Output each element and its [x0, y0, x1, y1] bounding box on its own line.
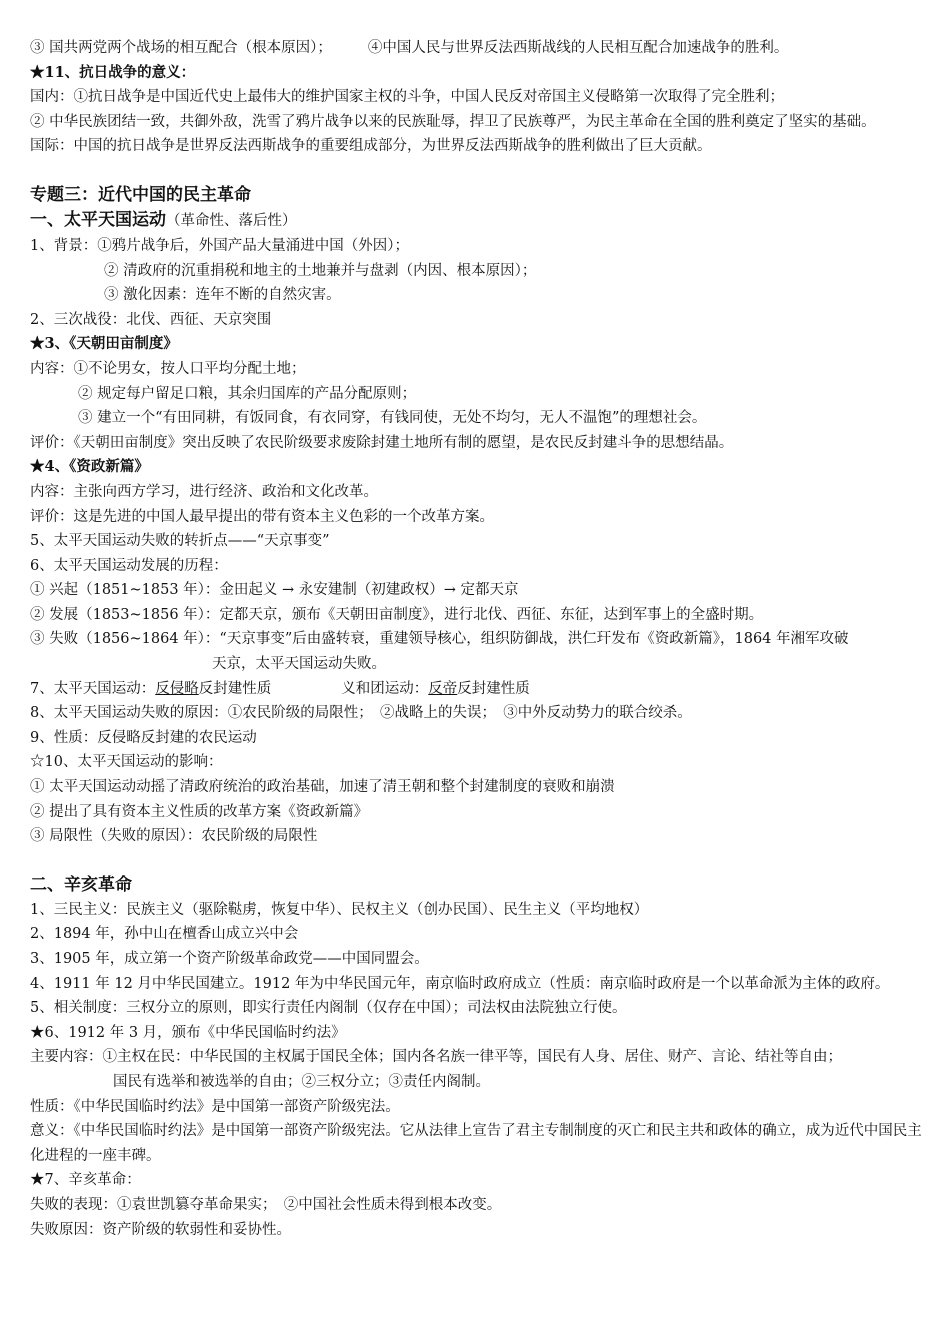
paragraph: ② 规定每户留足口粮，其余归国库的产品分配原则； — [78, 385, 417, 402]
paragraph: ② 提出了具有资本主义性质的改革方案《资政新篇》 — [30, 803, 369, 820]
paragraph: 内容：①不论男女，按人口平均分配土地； — [30, 360, 306, 377]
paragraph: 2、三次战役：北伐、西征、天京突围 — [30, 311, 272, 328]
topic-title: 专题三：近代中国的民主革命 — [30, 184, 251, 205]
paragraph: 评价：《天朝田亩制度》突出反映了农民阶级要求废除封建土地所有制的愿望，是农民反封建斗争的思想结晶。 — [30, 434, 734, 451]
underlined-text: 反帝 — [428, 680, 458, 697]
paragraph: 失败的表现：①袁世凯篡夺革命果实； ②中国社会性质未得到根本改变。 — [30, 1196, 502, 1213]
paragraph: 评价：这是先进的中国人最早提出的带有资本主义色彩的一个改革方案。 — [30, 508, 494, 525]
section-title: 二、辛亥革命 — [30, 874, 132, 895]
text-span: 7、太平天国运动： — [30, 680, 156, 697]
underlined-text: 反侵略 — [155, 680, 199, 697]
section-title — [30, 208, 922, 234]
text-span: 反封建性质 — [457, 680, 530, 697]
section-heading: ★7、辛亥革命： — [30, 1172, 141, 1189]
paragraph: ③ 激化因素：连年不断的自然灾害。 — [104, 287, 341, 304]
paragraph: ☆10、太平天国运动的影响： — [30, 754, 223, 771]
paragraph: 5、相关制度：三权分立的原则，即实行责任内阁制（仅存在中国）；司法权由法院独立行使。 — [30, 1000, 627, 1017]
paragraph: 5、太平天国运动失败的转折点——“天京事变” — [30, 533, 330, 550]
section-note: （革命性、落后性） — [166, 212, 297, 229]
section-heading: ★6、1912 年 3 月，颁布《中华民国临时约法》 — [30, 1024, 346, 1041]
paragraph: ② 发展（1853~1856 年）：定都天京，颁布《天朝田亩制度》，进行北伐、西征、东征，达到军事上的全盛时期。 — [30, 606, 764, 623]
paragraph: 6、太平天国运动发展的历程： — [30, 557, 228, 574]
text-line: ④中国人民与世界反法西斯战线的人民相互配合加速战争的胜利。 — [367, 40, 789, 56]
paragraph: 9、性质：反侵略反封建的农民运动 — [30, 729, 257, 746]
paragraph: 天京，太平天国运动失败。 — [212, 656, 386, 673]
paragraph: 国民有选举和被选举的自由；②三权分立；③责任内阁制。 — [113, 1073, 490, 1090]
paragraph: 1、背景：①鸦片战争后，外国产品大量涌进中国（外因）； — [30, 237, 409, 254]
paragraph: 国内：①抗日战争是中国近代史上最伟大的维护国家主权的斗争，中国人民反对帝国主义侵略第一次取得了完全胜利； — [30, 89, 784, 106]
paragraph: 8、太平天国运动失败的原因：①农民阶级的局限性； ②战略上的失误； ③中外反动势力的联合绞杀。 — [30, 705, 692, 722]
paragraph: 2、1894 年，孙中山在檀香山成立兴中会 — [30, 926, 299, 943]
paragraph: 性质：《中华民国临时约法》是中国第一部资产阶级宪法。 — [30, 1098, 400, 1115]
section-heading: ★4、《资政新篇》 — [30, 458, 149, 476]
paragraph: ③ 局限性（失败的原因）：农民阶级的局限性 — [30, 828, 318, 845]
paragraph: 3、1905 年，成立第一个资产阶级革命政党——中国同盟会。 — [30, 951, 429, 967]
text-line: ③ 国共两党两个战场的相互配合（根本原因）； — [30, 40, 332, 56]
paragraph — [30, 36, 922, 61]
paragraph: ② 清政府的沉重捐税和地主的土地兼并与盘剥（内因、根本原因）； — [104, 262, 537, 279]
section-title-text: 一、太平天国运动 — [30, 209, 166, 230]
paragraph: 意义：《中华民国临时约法》是中国第一部资产阶级宪法。它从法律上宣告了君主专制制度的灭亡和民主共和政体的确立，成为近代中国民主化进程的一座丰碑。 — [30, 1123, 922, 1164]
paragraph: 主要内容：①主权在民：中华民国的主权属于国民全体；国内各名族一律平等，国民有人身、居住、财产、言论、结社等自由； — [30, 1049, 842, 1066]
paragraph: 国际：中国的抗日战争是世界反法西斯战争的重要组成部分，为世界反法西斯战争的胜利做出了巨大贡献。 — [30, 138, 712, 155]
paragraph: 内容：主张向西方学习，进行经济、政治和文化改革。 — [30, 483, 378, 500]
paragraph: ③ 失败（1856~1864 年）：“天京事变”后由盛转衰，重建领导核心，组织防御战，洪仁玕发布《资政新篇》，1864 年湘军攻破 — [30, 631, 849, 648]
paragraph: 1、三民主义：民族主义（驱除鞑虏，恢复中华）、民权主义（创办民国）、民生主义（平均地权） — [30, 901, 649, 918]
paragraph: ③ 建立一个“有田同耕，有饭同食，有衣同穿，有钱同使，无处不均匀，无人不温饱”的理想社会。 — [78, 410, 707, 427]
paragraph: ② 中华民族团结一致，共御外敌，洗雪了鸦片战争以来的民族耻辱，捍卫了民族尊严，为民主革命在全国的胜利奠定了坚实的基础。 — [30, 113, 876, 130]
paragraph: ① 太平天国运动动摇了清政府统治的政治基础，加速了清王朝和整个封建制度的衰败和崩溃 — [30, 779, 615, 796]
paragraph: 4、1911 年 12 月中华民国建立。1912 年为中华民国元年，南京临时政府成立（性质：南京临时政府是一个以革命派为主体的政府。 — [30, 975, 890, 992]
section-heading: ★3、《天朝田亩制度》 — [30, 335, 178, 353]
paragraph — [30, 677, 922, 702]
text-span: 义和团运动： — [341, 680, 429, 697]
section-heading: ★11、抗日战争的意义： — [30, 63, 196, 81]
paragraph: 失败原因：资产阶级的软弱性和妥协性。 — [30, 1221, 291, 1238]
text-span: 反封建性质 — [198, 680, 272, 697]
paragraph: ① 兴起（1851~1853 年）：金田起义 → 永安建制（初建政权）→ 定都天京 — [30, 582, 519, 599]
